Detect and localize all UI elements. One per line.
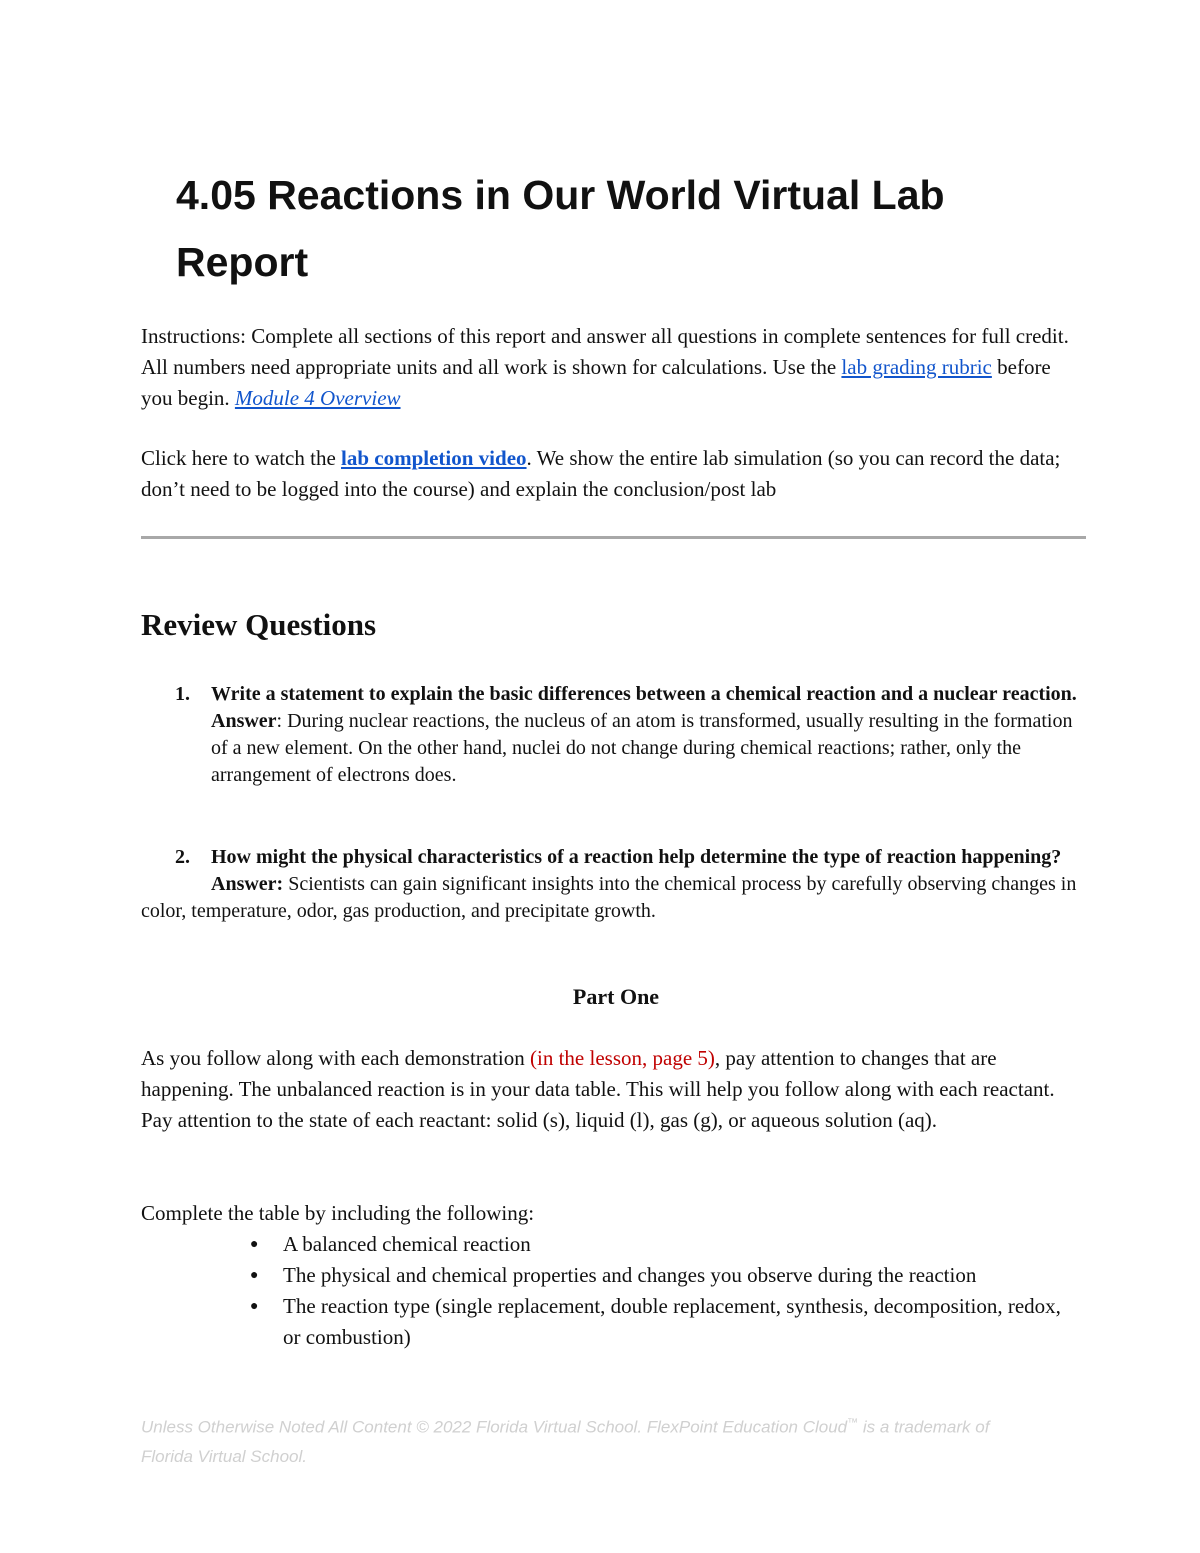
list-item (250, 1229, 1083, 1260)
part-one-text-after: , pay attention to changes that are happening. The unbalanced reaction is in your data table. This will help you follow along with each reactant. Pay attention to the state of each reactant: solid (s), liquid (l), gas (g), or aqueous solution (aq). (141, 1046, 1055, 1132)
list-item (250, 1291, 1083, 1353)
video-text-after: . We show the entire lab simulation (so you can record the data; don’t need to be logged into the course) and explain the conclusion/post lab (141, 446, 1061, 501)
video-paragraph (141, 443, 1086, 505)
answer-body: : During nuclear reactions, the nucleus of an atom is transformed, usually resulting in the formation of a new element. On the other hand, nuclei do not change during chemical reactions; rather, only the arrangement of electrons does. (211, 710, 1073, 786)
footer-text-after: is a trademark of Florida Virtual School. (141, 1417, 990, 1466)
part-one-paragraph (141, 1043, 1086, 1136)
horizontal-divider (141, 536, 1086, 539)
list-item-text: The reaction type (single replacement, double replacement, synthesis, decomposition, redox, or combustion) (283, 1294, 1061, 1349)
bullet-icon: ● (250, 1299, 259, 1314)
answer-text (211, 708, 1086, 789)
requirements-list (250, 1229, 1083, 1353)
instructions-text-after: before you begin. (141, 355, 1051, 410)
complete-table-intro: Complete the table by including the following: (141, 1201, 535, 1225)
question-text: Write a statement to explain the basic differences between a chemical reaction and a nuclear reaction. (211, 683, 1077, 705)
review-questions-heading: Review Questions (141, 607, 377, 642)
trademark-symbol: ™ (847, 1417, 859, 1429)
answer-label: Answer: (211, 873, 284, 895)
lab-completion-video-link[interactable]: lab completion video (341, 446, 527, 470)
list-item-text: The physical and chemical properties and changes you observe during the reaction (283, 1263, 977, 1287)
page-title: 4.05 Reactions in Our World Virtual Lab Report (176, 172, 945, 285)
answer-body: Scientists can gain significant insights into the chemical process by carefully observing changes in color, temperature, odor, gas production, and precipitate growth. (141, 873, 1077, 922)
question-number: 2. (175, 846, 190, 868)
instructions-paragraph (141, 321, 1086, 414)
copyright-footer (141, 1409, 1041, 1471)
grading-rubric-link[interactable]: lab grading rubric (841, 355, 992, 379)
question-item (141, 844, 1086, 925)
question-item (141, 681, 1086, 789)
question-text: How might the physical characteristics of a reaction help determine the type of reaction happening? (211, 846, 1062, 868)
list-item (250, 1260, 1083, 1291)
part-one-text-before: As you follow along with each demonstration (141, 1046, 531, 1070)
module-overview-link[interactable]: Module 4 Overview (234, 386, 401, 410)
part-one-heading: Part One (572, 984, 660, 1009)
answer-label: Answer (211, 710, 277, 732)
answer-text (141, 871, 1086, 925)
bullet-icon: ● (250, 1268, 259, 1283)
question-number: 1. (175, 683, 190, 705)
list-item-text: A balanced chemical reaction (283, 1232, 531, 1256)
footer-text: Unless Otherwise Noted All Content © 2022 Florida Virtual School. FlexPoint Education Cloud (141, 1417, 848, 1437)
lesson-page-reference: (in the lesson, page 5) (530, 1046, 715, 1070)
video-text-before: Click here to watch the (141, 446, 342, 470)
instructions-text: Instructions: Complete all sections of this report and answer all questions in complete sentences for full credit. All numbers need appropriate units and all work is shown for calculations. Use the (141, 324, 1069, 379)
bullet-icon: ● (250, 1237, 259, 1252)
